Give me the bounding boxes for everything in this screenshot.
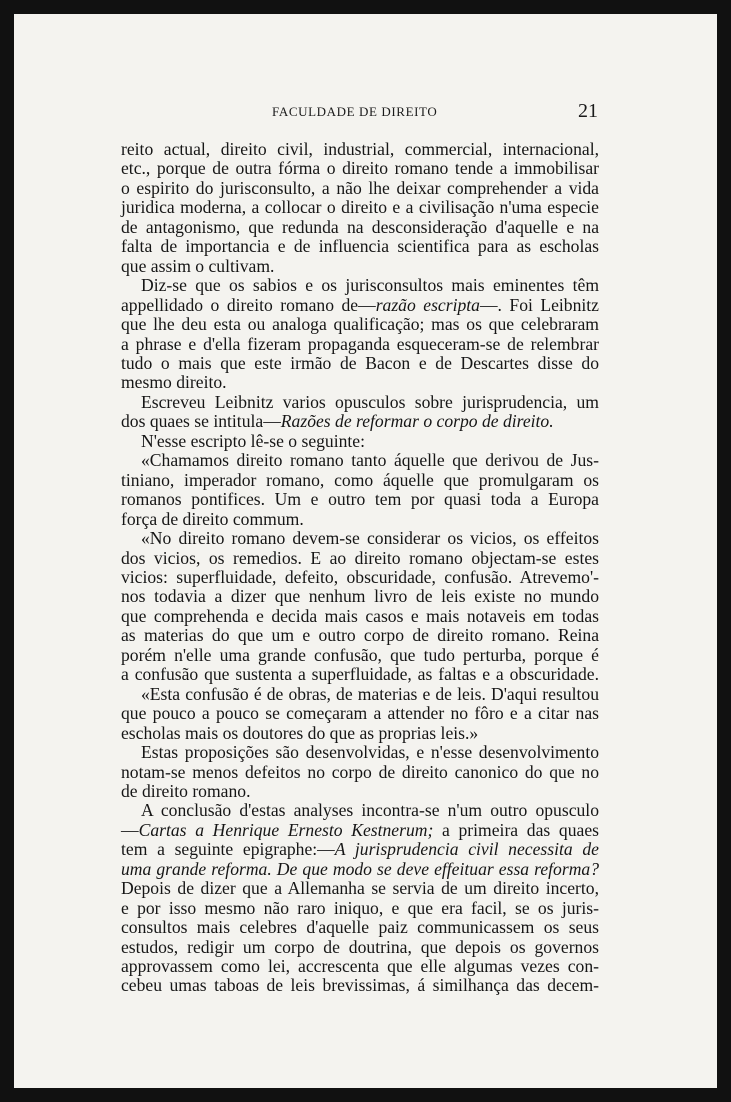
italic-span: A jurisprudencia civil necessita de [334,839,599,860]
text-line: mesmo direito. [121,372,227,393]
text-line: Diz-se que os sabios e os jurisconsultos mais eminentes têm [141,275,599,296]
text-line: a confusão que sustenta a superfluidade, as faltas e a obscuridade. [121,664,599,685]
text-line: que assim o cultivam. [121,255,275,276]
text-line: de direito romano. [121,780,251,801]
text-line: reito actual, direito civil, industrial, commercial, internacional, [121,139,599,159]
text-line: juridica moderna, a collocar o direito e a civilisação n'uma especie [121,197,599,218]
text-line [121,821,599,840]
text-line: «Esta confusão é de obras, de materias e de leis. D'aqui resultou [141,683,599,704]
text-line: cebeu umas taboas de leis brevissimas, á similhança das decem- [121,975,599,996]
running-title: FACULDADE DE DIREITO [272,104,438,119]
text-line: que lhe deu esta ou analoga qualificação; mas os que celebraram [121,314,599,335]
text-line: que comprehenda e decida mais casos e mais notaveis em todas [121,605,599,626]
text-line: vicios: superfluidade, defeito, obscuridade, confusão. Atrevemo'- [121,566,599,587]
text-line: romanos pontifices. Um e outro tem por quasi toda a Europa [121,489,599,510]
text-line: força de direito commum. [121,508,304,529]
text-line: porém n'elle uma grande confusão, que tudo perturba, porque é [121,644,599,665]
text-line: approvassem como lei, accrescenta que elle algumas vezes con- [121,956,599,977]
text-line: «No direito romano devem-se considerar os vicios, os effeitos [141,528,599,549]
text-line: nos todavia a dizer que nenhum livro de leis existe no mundo [121,586,599,607]
page-header [120,100,600,124]
text-span: —. Foi Leibnitz [479,294,599,315]
text-line: uma grande reforma. De que modo se deve effeituar essa reforma? [121,858,599,879]
text-line [121,840,599,859]
text-span: dos quaes se intitula— [121,411,281,432]
text-line: Estas proposições são desenvolvidas, e n'esse desenvolvimento [141,742,599,763]
text-line: tudo o mais que este irmão de Bacon e de Descartes disse do [121,352,599,373]
text-line [121,296,599,315]
text-line: «Chamamos direito romano tanto áquelle que derivou de Jus- [141,450,599,471]
text-span: appellidado o direito romano de— [121,294,376,315]
text-line: o espirito do jurisconsulto, a não lhe deixar comprehender a vida [121,177,599,198]
text-line: etc., porque de outra fórma o direito romano tende a immobilisar [121,158,599,179]
text-line: consultos mais celebres d'aquelle paiz communicassem os seus [121,917,599,938]
text-line: escholas mais os doutores do que as proprias leis.» [121,722,479,743]
body-text [121,140,599,996]
text-line: A conclusão d'estas analyses incontra-se n'um outro opusculo [141,800,599,821]
text-line: Escreveu Leibnitz varios opusculos sobre jurisprudencia, um [141,391,599,412]
italic-span: razão escripta [375,294,480,315]
text-line: N'esse escripto lê-se o seguinte: [141,430,366,451]
text-line: dos vicios, os remedios. E ao direito romano objectam-se estes [121,547,599,568]
text-span: tem a seguinte epigraphe:— [121,839,335,860]
text-line: estudos, redigir um corpo de doutrina, que depois os governos [121,936,599,957]
italic-span: Cartas a Henrique Ernesto Kestnerum; [138,819,434,840]
text-line: a phrase e d'ella fizeram propaganda esqueceram-se de relembrar [121,333,599,354]
text-span: — [121,819,139,840]
italic-span: Razões de reformar o corpo de direito. [280,411,554,432]
text-line: notam-se menos defeitos no corpo de direito canonico do que no [121,761,599,782]
text-line: Depois de dizer que a Allemanha se servia de um direito incerto, [121,878,599,899]
text-line: as materias do que um e outro corpo de direito romano. Reina [121,625,599,646]
text-line: tiniano, imperador romano, como áquelle que promulgaram os [121,469,599,490]
text-span: a primeira das quaes [433,819,599,840]
page-number: 21 [578,100,598,122]
text-line: de antagonismo, que redunda na desconsideração d'aquelle e na [121,216,599,237]
text-line: e por isso mesmo não raro iniquo, e que era facil, se os juris- [121,897,599,918]
text-line [121,412,599,431]
text-line: que pouco a pouco se começaram a attender no fôro e a citar nas [121,703,599,724]
text-line: falta de importancia e de influencia scientifica para as escholas [121,236,599,257]
